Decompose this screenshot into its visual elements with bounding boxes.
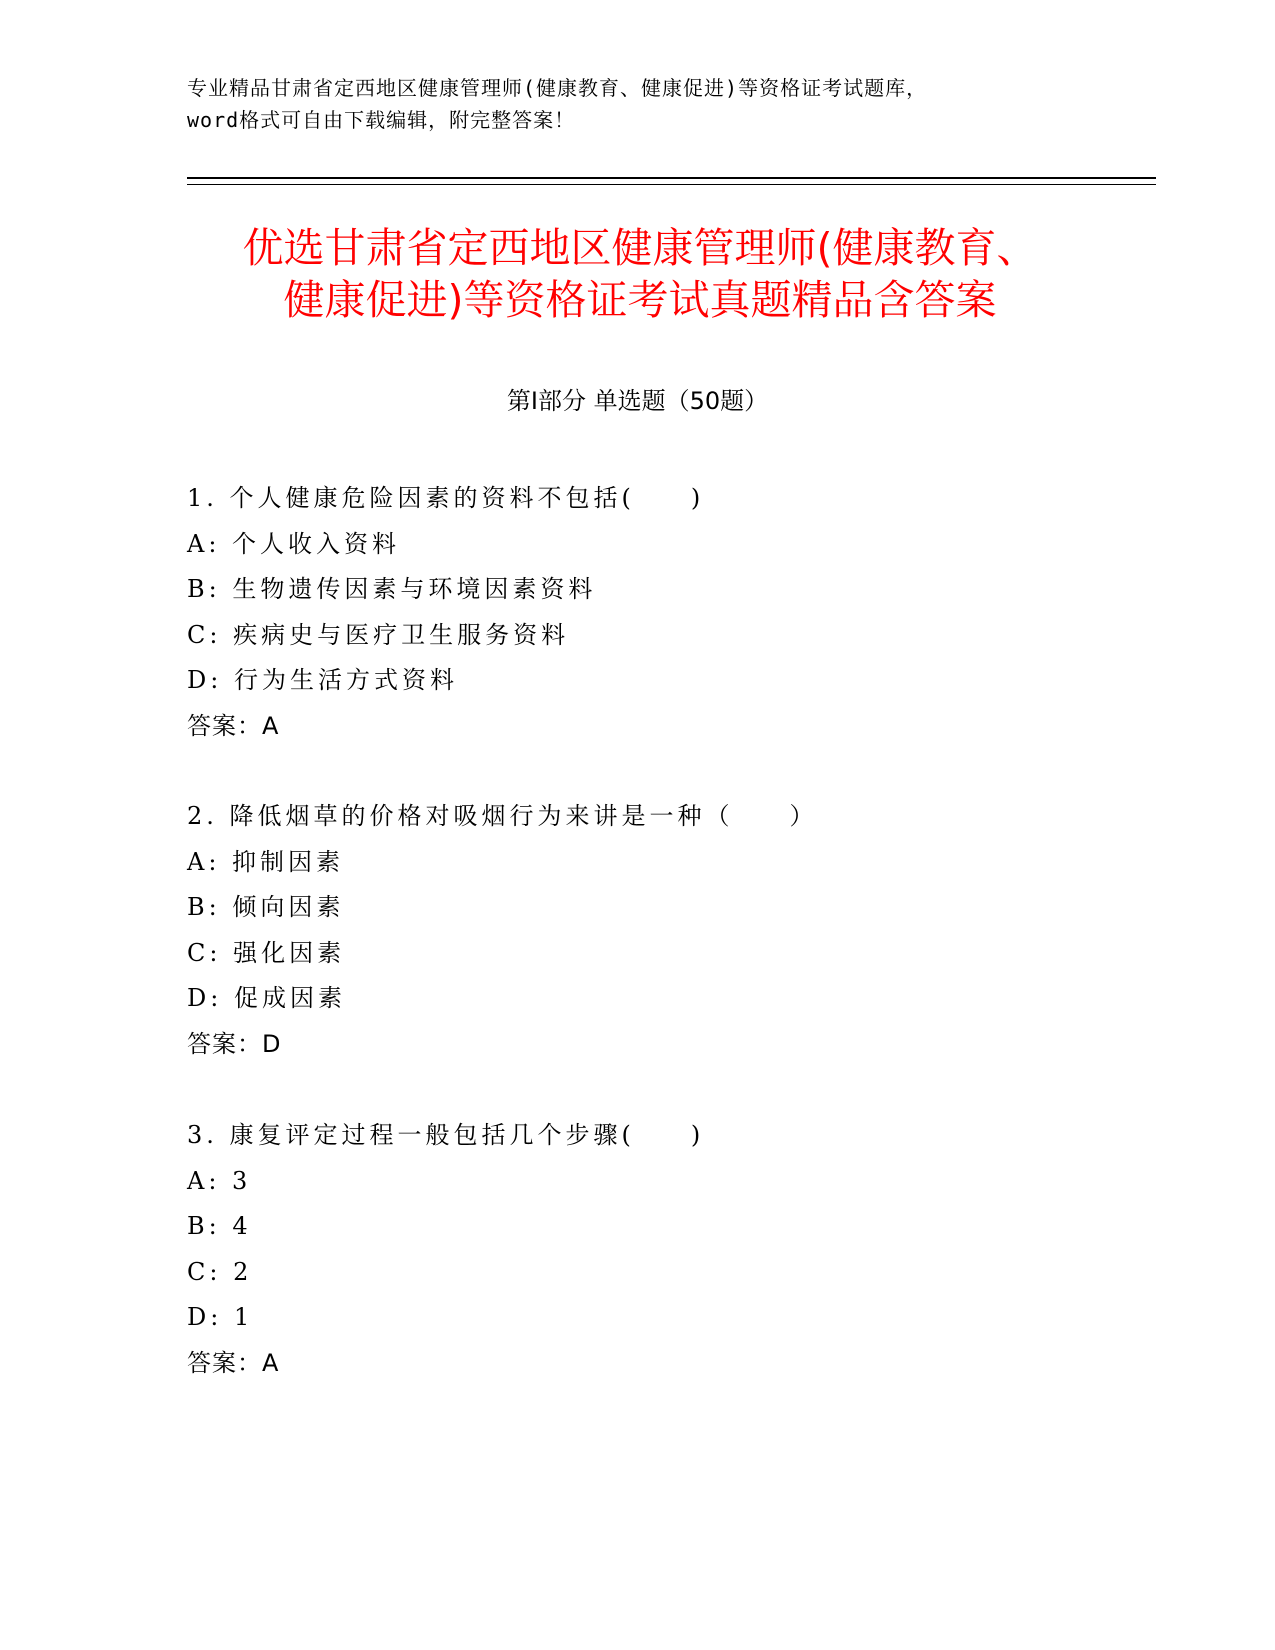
header-rule-thick (187, 177, 1156, 179)
option-c: C: 强化因素 (187, 938, 346, 967)
answer: 答案：A (187, 1348, 280, 1377)
option-b: B: 生物遗传因素与环境因素资料 (187, 575, 597, 603)
header-rule-thin (187, 184, 1156, 185)
option-d: D: 1 (187, 1303, 254, 1331)
option-a: A: 个人收入资料 (187, 529, 401, 558)
section-title: 第Ⅰ部分 单选题（50题） (506, 387, 769, 415)
header-note-line-1: 专业精品甘肃省定西地区健康管理师(健康教育、健康促进)等资格证考试题库， (187, 76, 928, 100)
question-stem: 2. 降低烟草的价格对吸烟行为来讲是一种（ ） (187, 802, 818, 830)
option-b: B: 4 (187, 1212, 252, 1240)
question-2 (187, 794, 1087, 1067)
answer: 答案：A (187, 711, 280, 740)
question-1 (187, 476, 1087, 749)
document-title-line-1: 优选甘肃省定西地区健康管理师(健康教育、 (242, 224, 1038, 272)
header-note-line-2: word格式可自由下载编辑，附完整答案！ (187, 108, 576, 132)
option-b: B: 倾向因素 (187, 893, 345, 921)
header-note (187, 72, 1107, 136)
document-title-line-2: 健康促进)等资格证考试真题精品含答案 (283, 276, 997, 324)
answer: 答案：D (187, 1029, 282, 1058)
question-stem: 3. 康复评定过程一般包括几个步骤( ) (187, 1121, 705, 1149)
question-3 (187, 1113, 1087, 1386)
option-d: D: 促成因素 (187, 984, 346, 1012)
option-c: C: 疾病史与医疗卫生服务资料 (187, 620, 570, 649)
document-title (140, 222, 1140, 326)
option-a: A: 3 (187, 1166, 252, 1195)
question-stem: 1. 个人健康危险因素的资料不包括( ) (187, 484, 705, 512)
option-c: C: 2 (187, 1257, 253, 1286)
option-a: A: 抑制因素 (187, 847, 345, 876)
option-d: D: 行为生活方式资料 (187, 666, 458, 694)
